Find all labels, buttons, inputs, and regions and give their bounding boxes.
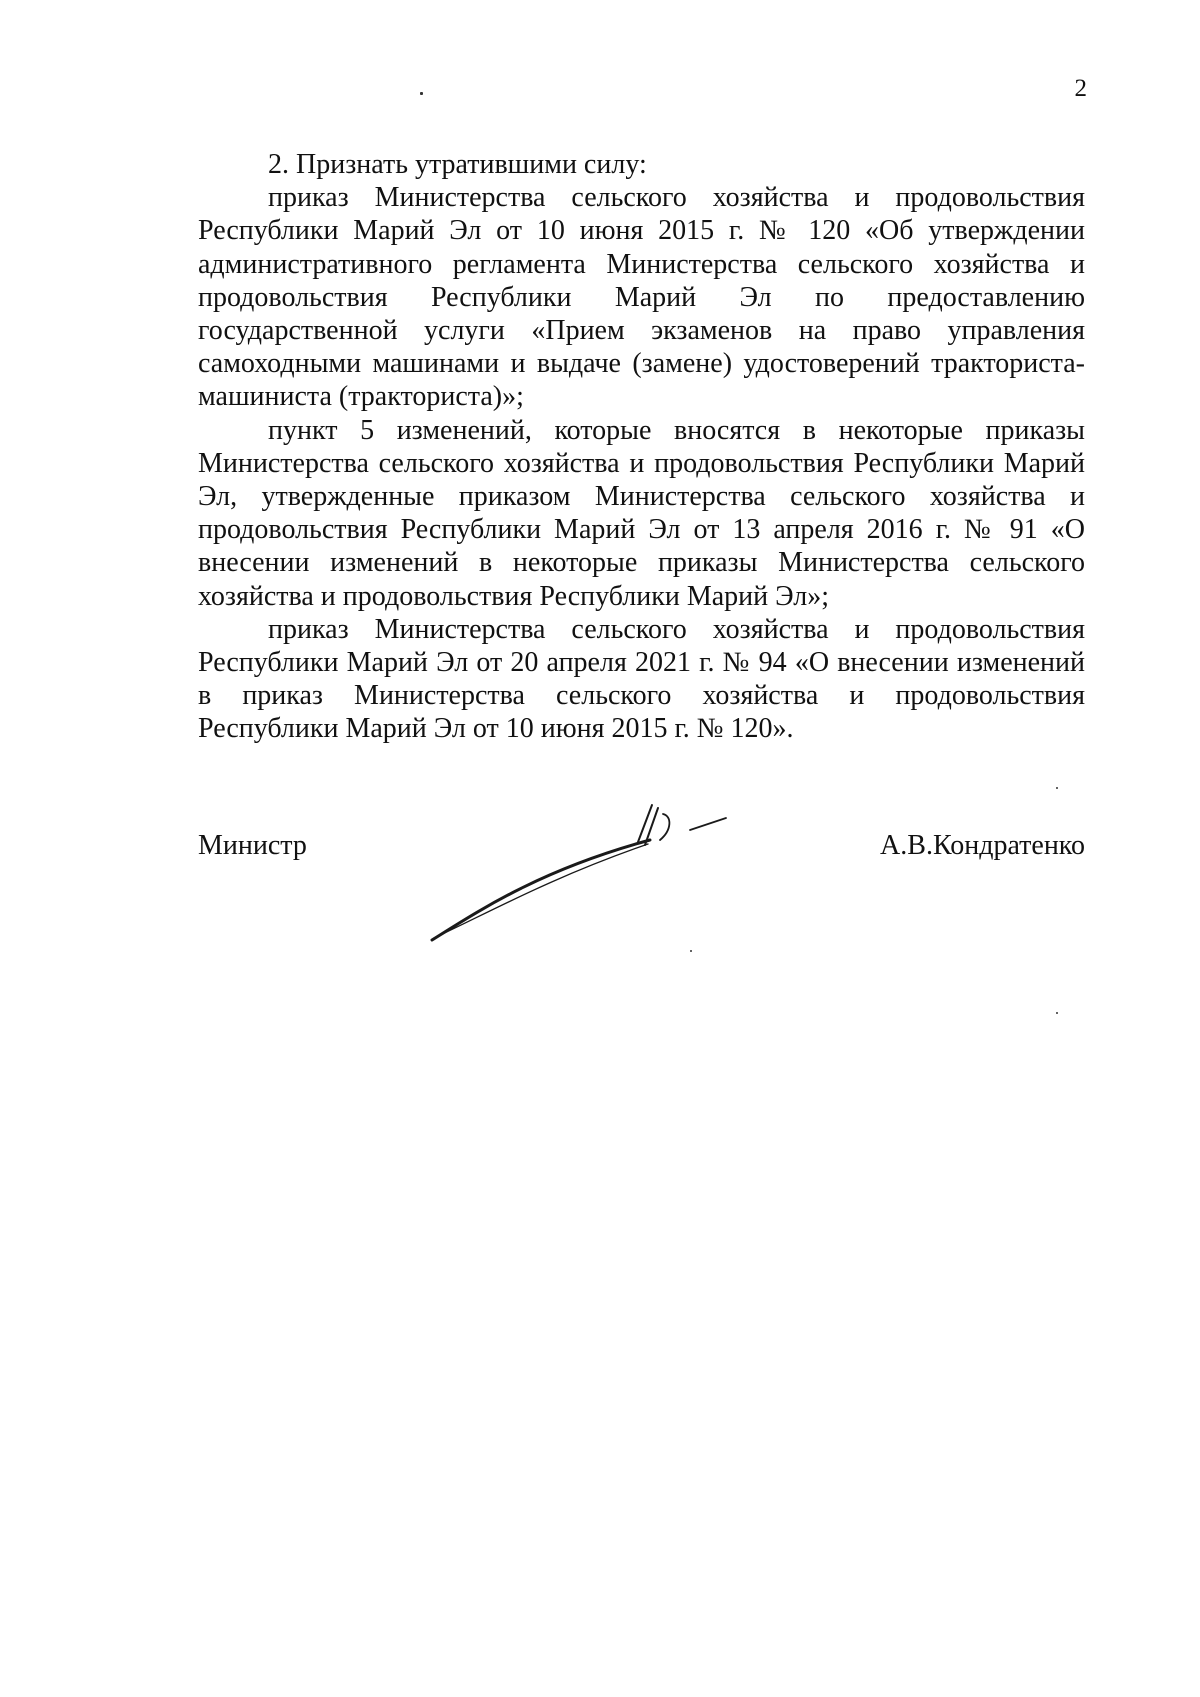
paragraph-heading: 2. Признать утратившими силу: xyxy=(268,149,647,180)
paragraph: приказ Министерства сельского хозяйства и продовольствия Республики Марий Эл от 20 апреля 2021 г. № 94 «О внесении изменений в приказ Министерства сельского хозяйства и продовольствия Республики Марий Эл от 10 июня 2015 г. № 120». xyxy=(198,613,1085,745)
scan-speck xyxy=(420,92,423,95)
document-body xyxy=(198,148,1085,746)
handwritten-signature xyxy=(420,800,780,950)
scan-speck xyxy=(690,950,692,952)
scan-speck xyxy=(1056,787,1058,789)
scan-speck xyxy=(1056,1012,1058,1014)
signatory-name: А.В.Кондратенко xyxy=(880,830,1085,861)
page-number: 2 xyxy=(1074,75,1087,102)
signatory-position: Министр xyxy=(198,830,307,861)
paragraph: приказ Министерства сельского хозяйства и продовольствия Республики Марий Эл от 10 июня 2015 г. № 120 «Об утверждении административного регламента Министерства сельского хозяйства и продовольствия Республики Марий Эл по предоставлению государственной услуги «Прием экзаменов на право управления самоходными машинами и выдаче (замене) удостоверений тракториста-машиниста (тракториста)»; xyxy=(198,182,1085,413)
paragraph: пункт 5 изменений, которые вносятся в некоторые приказы Министерства сельского хозяйства и продовольствия Республики Марий Эл, утвержденные приказом Министерства сельского хозяйства и продовольствия Республики Марий Эл от 13 апреля 2016 г. № 91 «О внесении изменений в некоторые приказы Министерства сельского хозяйства и продовольствия Республики Марий Эл»; xyxy=(198,414,1085,612)
